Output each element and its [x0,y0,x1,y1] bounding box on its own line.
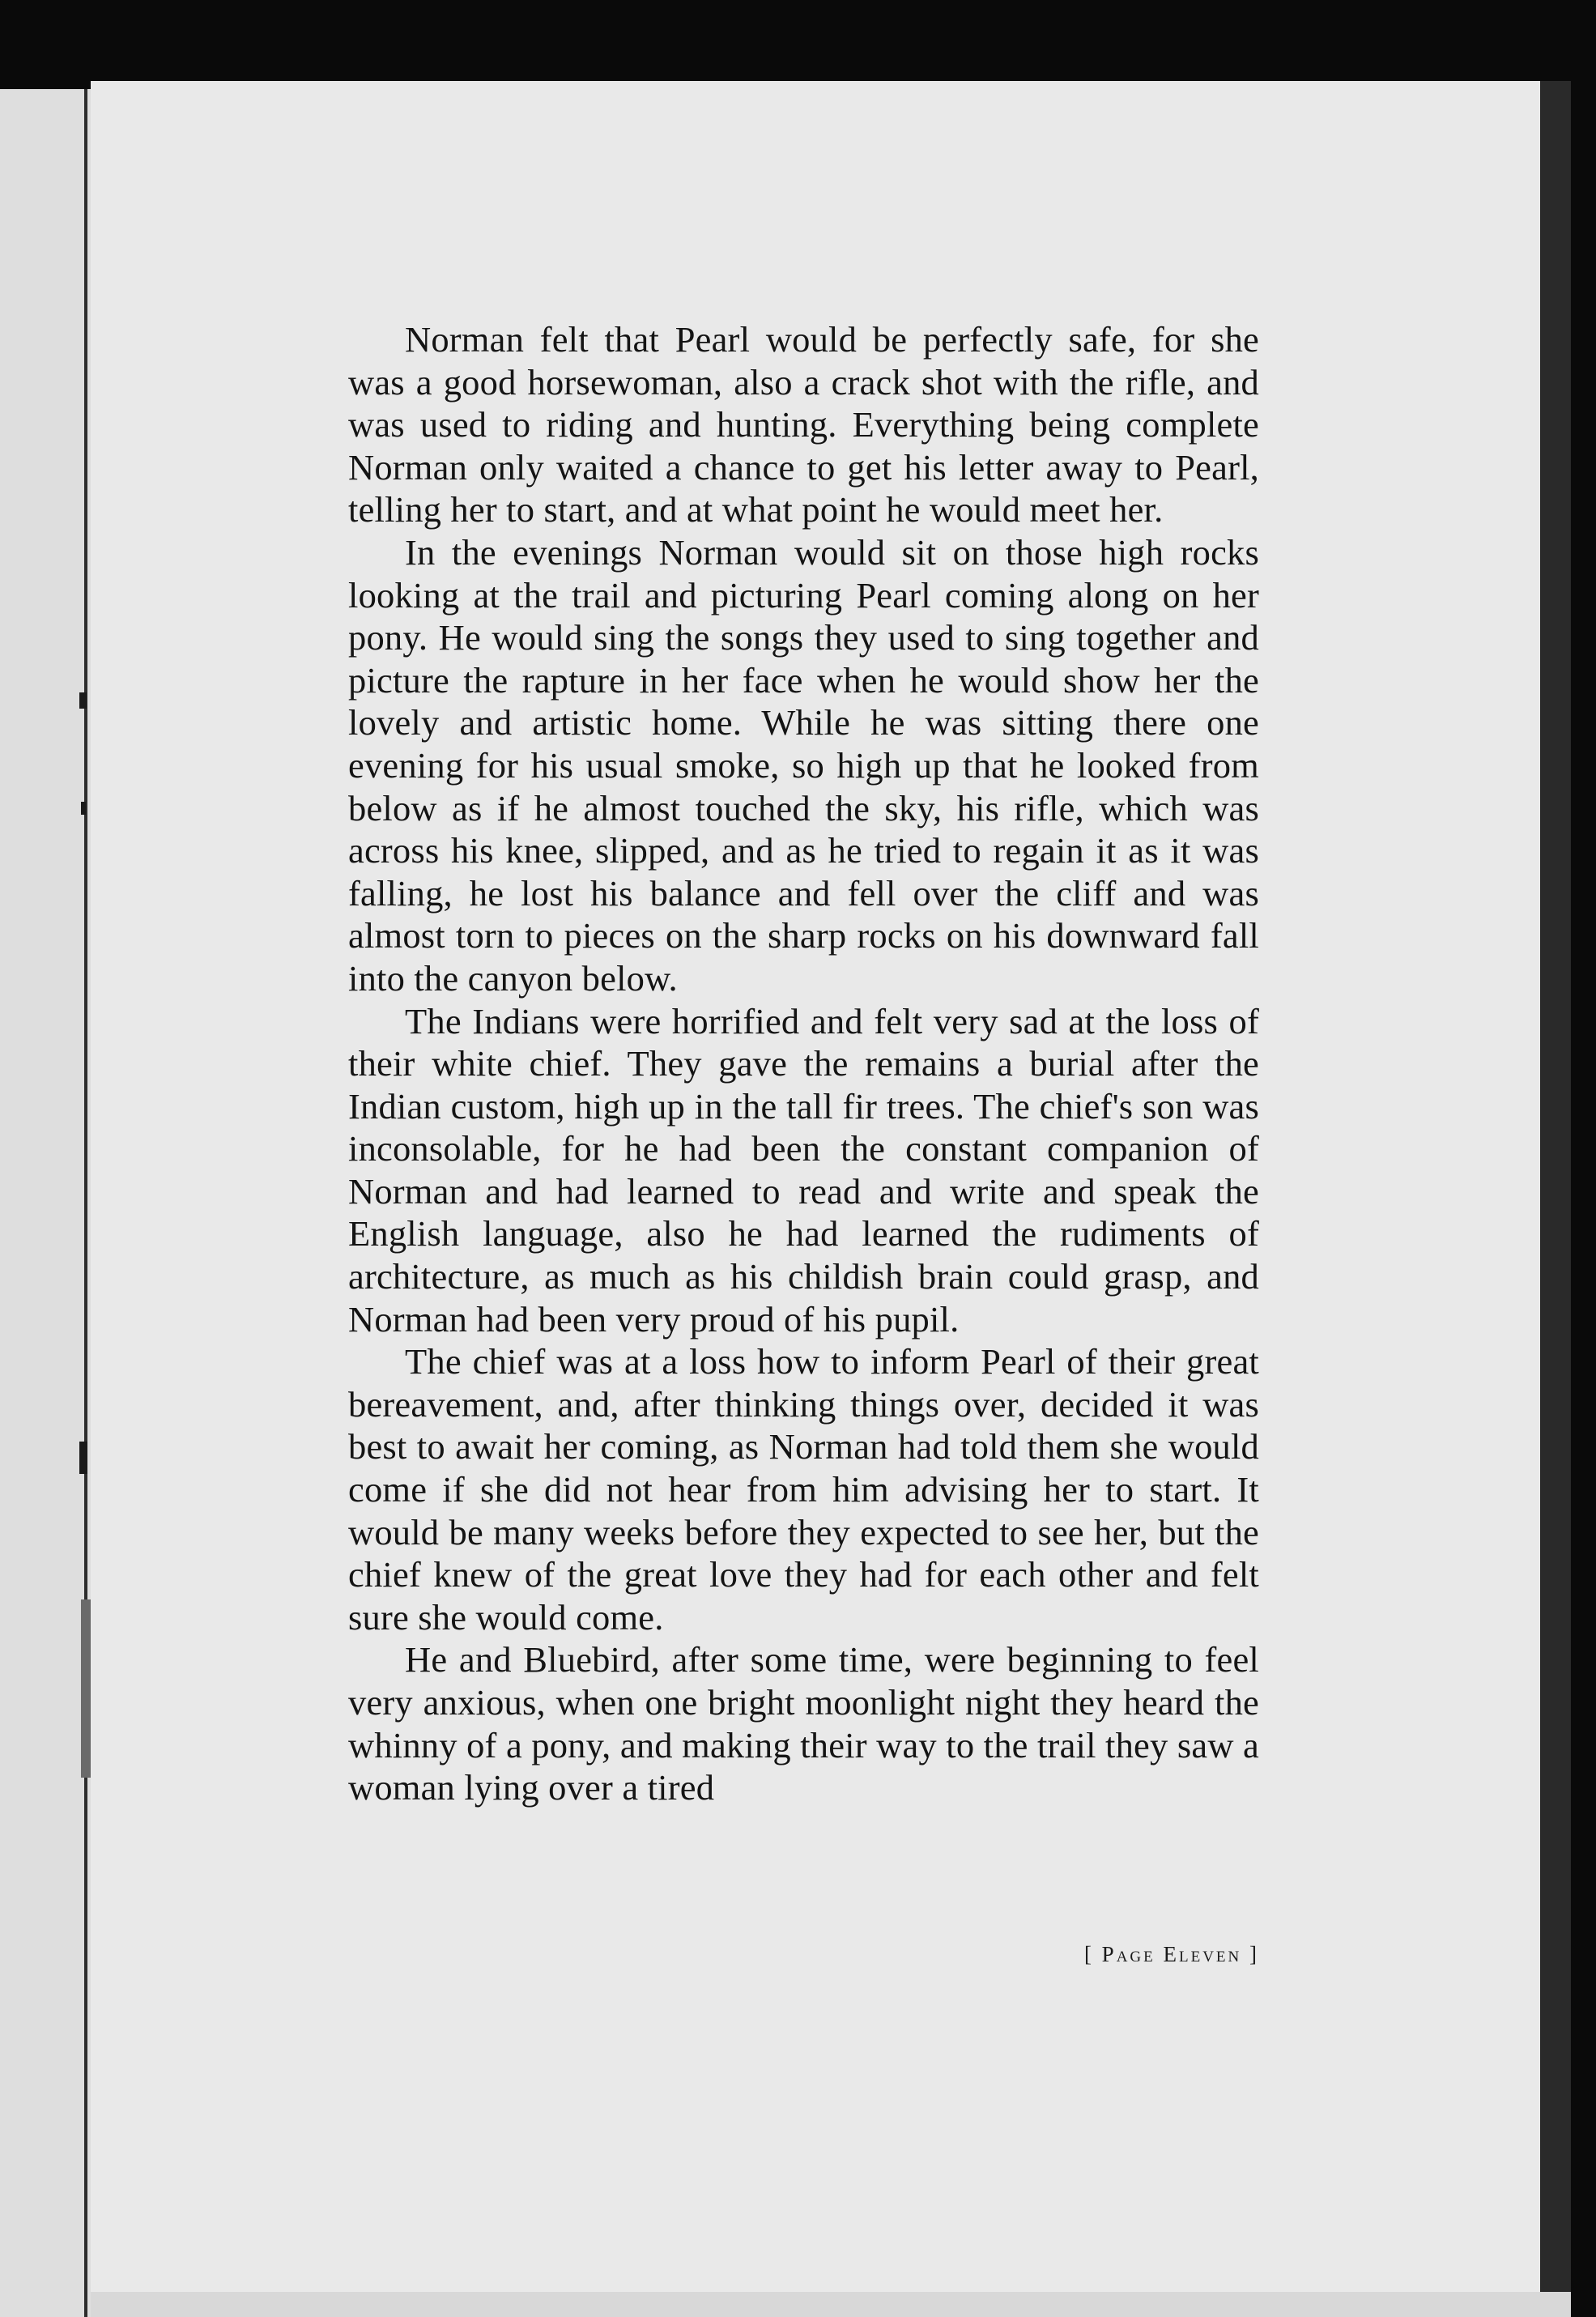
page-number: [ Page Eleven ] [1083,1942,1259,1966]
page-edge [1540,81,1571,2292]
paragraph: Norman felt that Pearl would be perfectly safe, for she was a good horsewoman, also a crack shot with the rifle, and was used to riding and hunting. Everything being complete Norman only waited a chance to get his letter away to Pearl, telling her to start, and at what point he would meet her. [348,319,1259,530]
paragraph: In the evenings Norman would sit on those high rocks looking at the trail and picturing Pearl coming along on her pony. He would sing the songs they used to sing together and picture the rapture in her face when he would show her the lovely and artistic home. While he was sitting there one evening for his usual smoke, so high up that he looked from below as if he almost touched the sky, his rifle, which was across his knee, slipped, and as he tried to regain it as it was falling, he lost his balance and fell over the cliff and was almost torn to pieces on the sharp rocks on his downward fall into the canyon below. [348,531,1259,999]
body-text [348,318,1259,1809]
paragraph: The chief was at a loss how to inform Pearl of their great bereavement, and, after thinking things over, decided it was best to await her coming, as Norman had told them she would come if she did not hear from him advising her to start. It would be many weeks before they expected to see her, but the chief knew of the great love they had for each other and felt sure she would come. [348,1341,1259,1638]
book-gutter [84,89,87,2317]
page-bottom-edge [91,2292,1571,2317]
scan-mark [79,1442,87,1474]
scan-mark [79,692,87,709]
facing-page-strip [0,89,91,2317]
paragraph: He and Bluebird, after some time, were beginning to feel very anxious, when one bright moonlight night they heard the whinny of a pony, and making their way to the trail they saw a woman lying over a tired [348,1639,1259,1808]
paragraph: The Indians were horrified and felt very sad at the loss of their white chief. They gave the remains a burial after the Indian custom, high up in the tall fir trees. The chief's son was inconsolable, for he had been the constant companion of Norman and had learned to read and write and speak the English language, also he had learned the rudiments of architecture, as much as his childish brain could grasp, and Norman had been very proud of his pupil. [348,1000,1259,1340]
scan-mark [81,802,86,815]
